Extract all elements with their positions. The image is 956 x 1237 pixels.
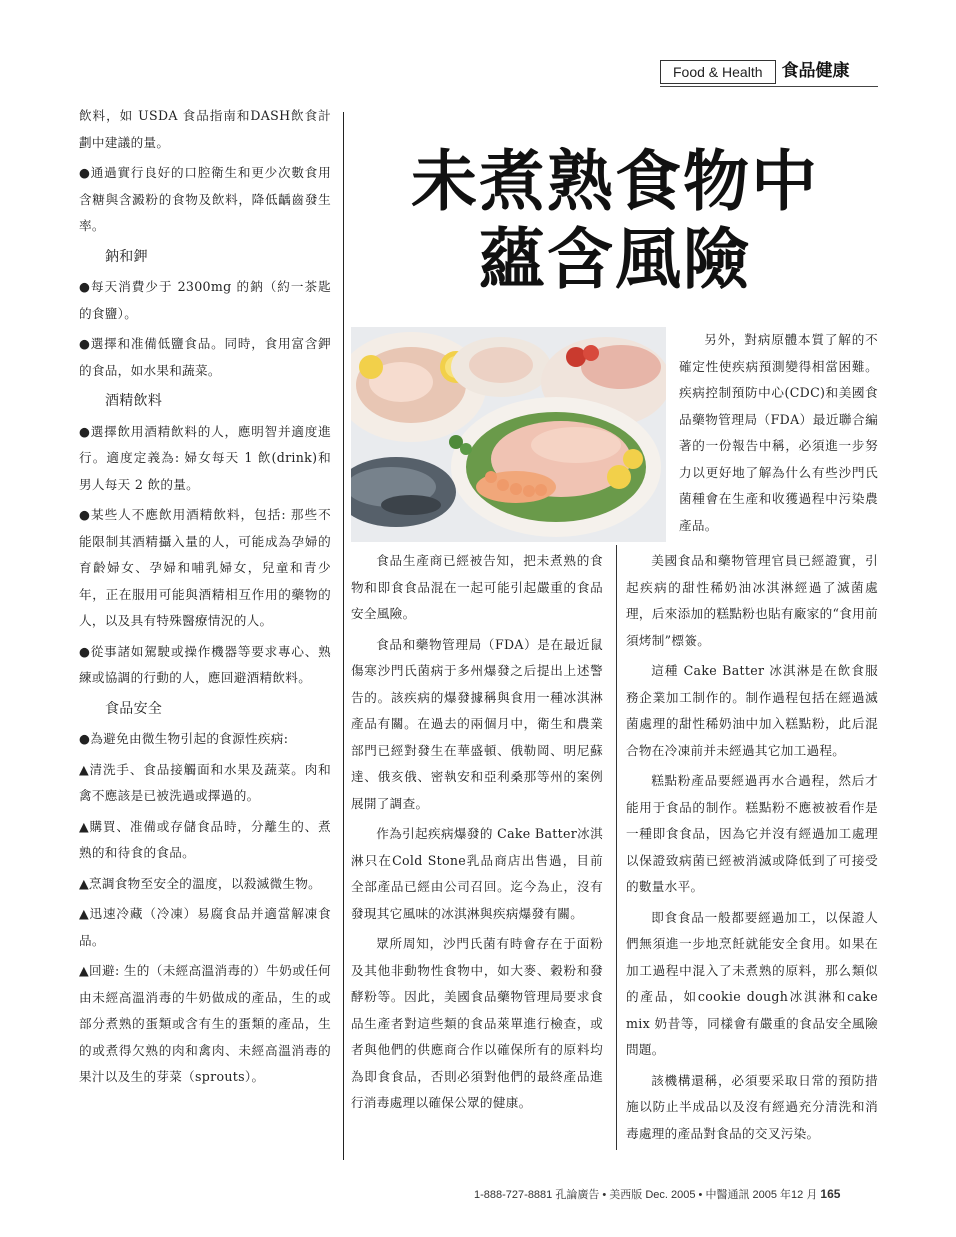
column-divider xyxy=(343,112,344,1160)
paragraph: ●選擇和准備低鹽食品。同時，食用富含鉀的食品，如水果和蔬菜。 xyxy=(79,336,331,378)
paragraph: 該機構還稱，必須要采取日常的預防措施以防止半成品以及沒有經過充分清洗和消毒處理的產品對食品的交叉污染。 xyxy=(626,1072,878,1141)
title-line: 未煮熟食物中 xyxy=(411,142,819,220)
section-label-en: Food & Health xyxy=(660,60,776,84)
paragraph: ●某些人不應飲用酒精飲料，包括: 那些不能限制其酒精攝入量的人，可能成為孕婦的育齡婦女、孕婦和哺乳婦女，兒童和青少年，正在服用可能與酒精相互作用的藥物的人，以及具有特殊醫療情況的人。 xyxy=(79,507,331,628)
subheading-sodium: 鈉和鉀 xyxy=(105,248,148,265)
page-footer xyxy=(474,1186,840,1202)
paragraph: ▲購買、准備或存儲食品時，分離生的、煮熟的和待食的食品。 xyxy=(79,818,331,860)
left-column xyxy=(79,103,331,1095)
middle-column xyxy=(351,548,603,1121)
paragraph: 即食食品一般都要經過加工，以保證人們無須進一步地烹飪就能安全食用。如果在加工過程中混入了未煮熟的原料，那么類似的產品，如cookie dough冰淇淋和cake mix 奶昔等，同樣會有嚴重的食品安全風險問題。 xyxy=(626,909,878,1057)
paragraph: ▲回避: 生的（未經高溫消毒的）牛奶或任何由未經高溫消毒的牛奶做成的產品，生的或部分煮熟的蛋類或含有生的蛋類的產品，生的或煮得欠熟的肉和禽肉、未經高溫消毒的果汁以及生的芽菜（sprouts）。 xyxy=(79,963,331,1084)
paragraph: 這種 Cake Batter 冰淇淋是在飲食服務企業加工制作的。制作過程包括在經過滅菌處理的甜性稀奶油中加入糕點粉，此后混合物在冷凍前并未經過其它加工過程。 xyxy=(626,663,878,758)
paragraph: ▲清洗手、食品接觸面和水果及蔬菜。肉和禽不應該是已被洗過或擇過的。 xyxy=(79,761,331,803)
subheading-alcohol: 酒精飲料 xyxy=(105,393,163,409)
page-number: 165 xyxy=(820,1187,841,1201)
footer-text: 1-888-727-8881 孔論廣告 • 美西版 Dec. 2005 • 中醫通訊 2005 年12 月 xyxy=(474,1189,818,1201)
paragraph: 食品生產商已經被告知，把未煮熟的食物和即食食品混在一起可能引起嚴重的食品安全風險。 xyxy=(351,553,603,621)
paragraph: ●為避免由微生物引起的食源性疾病: xyxy=(79,731,289,746)
section-header xyxy=(660,60,878,84)
paragraph: 作為引起疾病爆發的 Cake Batter冰淇淋只在Cold Stone乳品商店出售過，目前全部產品已經由公司召回。迄今為止，沒有發現其它風味的冰淇淋與疾病爆發有關。 xyxy=(351,826,603,921)
column-divider xyxy=(616,545,617,1150)
paragraph: ▲烹調食物至安全的溫度，以殺滅微生物。 xyxy=(79,875,322,891)
food-platter-photo xyxy=(351,327,666,542)
right-top-column xyxy=(679,327,878,543)
paragraph: 眾所周知，沙門氏菌有時會存在于面粉及其他非動物性食物中，如大麥、穀粉和發酵粉等。因此，美國食品藥物管理局要求食品生產者對這些類的食品萊單進行檢查，或者與他們的供應商合作以確保所有的原料均為即食食品，否則必須對他們的最終產品進行消毒處理以確保公眾的健康。 xyxy=(351,936,603,1110)
section-label-zh: 食品健康 xyxy=(781,61,850,81)
title-line: 蘊含風險 xyxy=(479,220,751,298)
subheading-food-safety: 食品安全 xyxy=(105,700,163,717)
paragraph: 食品和藥物管理局（FDA）是在最近鼠傷寒沙門氏菌病于多州爆發之后提出上述警告的。該疾病的爆發據稱與食用一種冰淇淋產品有關。在過去的兩個月中，衛生和農業部門已經對發生在華盛頓、俄勒岡、明尼蘇達、俄亥俄、密執安和亞利桑那等州的案例展開了調查。 xyxy=(351,636,603,811)
paragraph: 糕點粉產品要經過再水合過程，然后才能用于食品的制作。糕點粉不應被被看作是一種即食食品，因為它并沒有經過加工處理以保證致病菌已經被消滅或降低到了可接受的數量水平。 xyxy=(626,773,878,894)
header-rule xyxy=(660,86,878,87)
paragraph: ●從事諸如駕駛或操作機器等要求專心、熟練或協調的行動的人，應回避酒精飲料。 xyxy=(79,643,331,685)
paragraph: ●選擇飲用酒精飲料的人，應明智并適度進行。適度定義為: 婦女每天 1 飲(drink)和男人每天 2 飲的量。 xyxy=(79,423,331,492)
paragraph: 美國食品和藥物管理官員已經證實，引起疾病的甜性稀奶油冰淇淋經過了滅菌處理，后來添加的糕點粉也貼有廠家的“食用前須烤制”標簽。 xyxy=(626,553,878,648)
paragraph: ▲迅速冷藏（冷凍）易腐食品并適當解凍食品。 xyxy=(79,906,331,948)
paragraph: 另外，對病原體本質了解的不確定性使疾病預測變得相當困難。疾病控制預防中心(CDC)和美國食品藥物管理局（FDA）最近聯合編著的一份報告中稱，必須進一步努力以更好地了解為什么有些沙門氏菌種會在生產和收獲過程中污染農產品。 xyxy=(679,332,878,533)
paragraph: ●每天消費少于 2300mg 的鈉（約一茶匙的食鹽）。 xyxy=(79,279,331,321)
article-title xyxy=(380,142,850,298)
paragraph: 飲料，如 USDA 食品指南和DASH飲食計劃中建議的量。 xyxy=(79,108,331,150)
paragraph: ●通過實行良好的口腔衛生和更少次數食用含糖與含澱粉的食物及飲料，降低齲齒發生率。 xyxy=(79,165,331,233)
right-column xyxy=(626,548,878,1151)
